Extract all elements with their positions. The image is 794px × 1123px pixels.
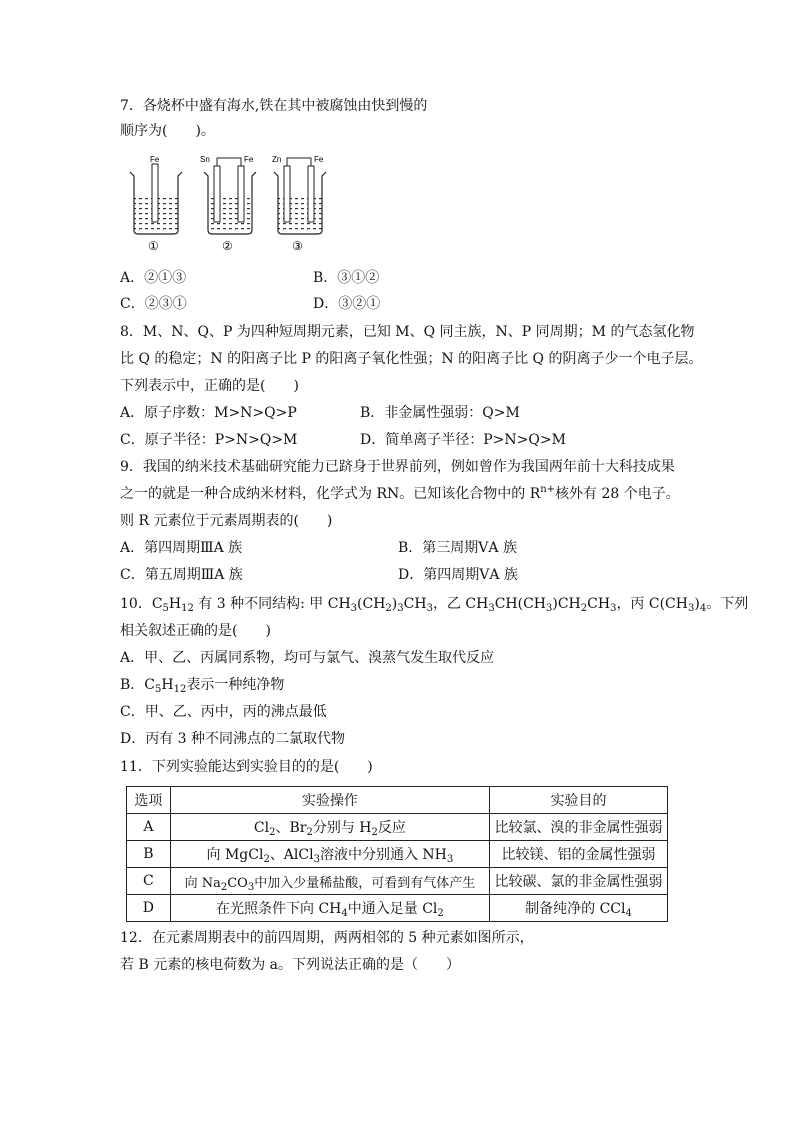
q9-charge-superscript: n+ xyxy=(540,484,556,495)
table-header-cell: 选项 xyxy=(127,787,171,814)
q7-option-a: A．②①③ xyxy=(120,270,187,286)
q10-option-a: A．甲、乙、丙属同系物，均可与氯气、溴蒸气发生取代反应 xyxy=(120,650,495,666)
table-cell: 向 MgCl$_2$、AlCl$_3$溶液中分别通入 $NH_3$ xyxy=(170,841,489,868)
table-header-cell: 实验操作 xyxy=(170,787,489,814)
beakers-figure xyxy=(126,152,336,256)
q8-stem-line2: 比 Q 的稳定；N 的阳离子比 P 的阳离子氧化性强；N 的阳离子比 Q 的阴离子少一个电子层。 xyxy=(120,351,703,367)
q7-stem-line2: 顺序为( )。 xyxy=(120,123,215,139)
table-cell: 比较氯、溴的非金属性强弱 xyxy=(490,814,668,841)
table-cell: 制备纯净的 CCl$_4$ xyxy=(490,895,668,922)
beaker-1 xyxy=(130,155,182,253)
table-cell: $Cl_2$、$Br_2$分别与 $H_2$反应 xyxy=(170,814,489,841)
q7-option-d: D．③②① xyxy=(313,296,381,312)
q12-stem-line2: 若 B 元素的核电荷数为 a。下列说法正确的是（ ） xyxy=(120,957,460,973)
q8-option-d: D．简单离子半径：P>N>Q>M xyxy=(360,432,566,448)
q10-stem-line1: 10．$C_5H_{12}$ 有 3 种不同结构: 甲 $CH_3(CH_2)_3CH_3$，乙 $CH_3CH(CH_3)CH_2CH_3$，丙 $C(CH_3)_4$。下列 xyxy=(120,596,749,614)
q12-stem-line1: 12．在元素周期表中的前四周期，两两相邻的 5 种元素如图所示， xyxy=(120,930,534,946)
q9-option-d: D．第四周期ⅤA 族 xyxy=(398,567,518,583)
table-row xyxy=(127,841,668,868)
table-header-cell: 实验目的 xyxy=(490,787,668,814)
q9-option-b: B．第三周期ⅤA 族 xyxy=(398,540,517,556)
q9-stem-line3: 则 R 元素位于元素周期表的( ) xyxy=(120,513,333,529)
q7-option-c: C．②③① xyxy=(120,296,187,312)
table-cell: A xyxy=(127,814,171,841)
table-cell: 在光照条件下向 $CH_4$中通入足量 $Cl_2$ xyxy=(170,895,489,922)
q9-stem-line2-part2: 核外有 28 个电子。 xyxy=(555,486,680,502)
beaker-2-left-label: Sn xyxy=(200,155,210,164)
q9-stem-line2 xyxy=(120,484,680,504)
beaker-2-right-label: Fe xyxy=(244,155,254,164)
q7-stem-line1: 7．各烧杯中盛有海水,铁在其中被腐蚀由快到慢的 xyxy=(120,98,428,114)
beaker-3-left-label: Zn xyxy=(272,155,282,164)
q9-stem-line1: 9．我国的纳米技术基础研究能力已跻身于世界前列，例如曾作为我国两年前十大科技成果 xyxy=(120,459,675,475)
table-cell: C xyxy=(127,868,171,895)
table-cell: 比较碳、氯的非金属性强弱 xyxy=(490,868,668,895)
table-row xyxy=(127,895,668,922)
q8-option-a: A．原子序数：M>N>Q>P xyxy=(120,405,297,421)
q10-option-c: C．甲、乙、丙中，丙的沸点最低 xyxy=(120,704,327,720)
beaker-1-number: ① xyxy=(148,239,159,253)
q8-option-b: B．非金属性强弱：Q>M xyxy=(360,405,520,421)
table-row xyxy=(127,868,668,895)
q11-stem: 11．下列实验能达到实验目的的是( ) xyxy=(120,759,373,775)
beaker-1-electrode-label: Fe xyxy=(150,155,160,164)
q8-stem-line1: 8．M、N、Q、P 为四种短周期元素，已知 M、Q 同主族，N、P 同周期；M 的气态氢化物 xyxy=(120,324,695,340)
beaker-3-right-label: Fe xyxy=(314,155,324,164)
beaker-2 xyxy=(200,155,256,253)
table-cell: D xyxy=(127,895,171,922)
q8-stem-line3: 下列表示中，正确的是( ) xyxy=(120,378,299,394)
q11-table xyxy=(126,786,668,922)
q9-option-a: A．第四周期ⅢA 族 xyxy=(120,540,243,556)
table-cell: B xyxy=(127,841,171,868)
q10-option-d: D．丙有 3 种不同沸点的二氯取代物 xyxy=(120,731,346,747)
beaker-3-number: ③ xyxy=(292,239,303,253)
q7-option-b: B．③①② xyxy=(313,270,380,286)
table-row xyxy=(127,814,668,841)
beaker-3 xyxy=(272,155,326,253)
table-header-row xyxy=(127,787,668,814)
q9-stem-line2-part1: 之一的就是一种合成纳米材料，化学式为 RN。已知该化合物中的 R xyxy=(120,486,541,502)
q10-stem-line2: 相关叙述正确的是( ) xyxy=(120,623,271,639)
table-cell: 比较镁、铝的金属性强弱 xyxy=(490,841,668,868)
q9-option-c: C．第五周期ⅢA 族 xyxy=(120,567,243,583)
q10-option-b: B．$C_5H_{12}$表示一种纯净物 xyxy=(120,677,285,695)
table-cell: 向 $Na_2CO_3$中加入少量稀盐酸，可看到有气体产生 xyxy=(170,868,489,895)
beaker-2-number: ② xyxy=(222,239,233,253)
q8-option-c: C．原子半径：P>N>Q>M xyxy=(120,432,298,448)
